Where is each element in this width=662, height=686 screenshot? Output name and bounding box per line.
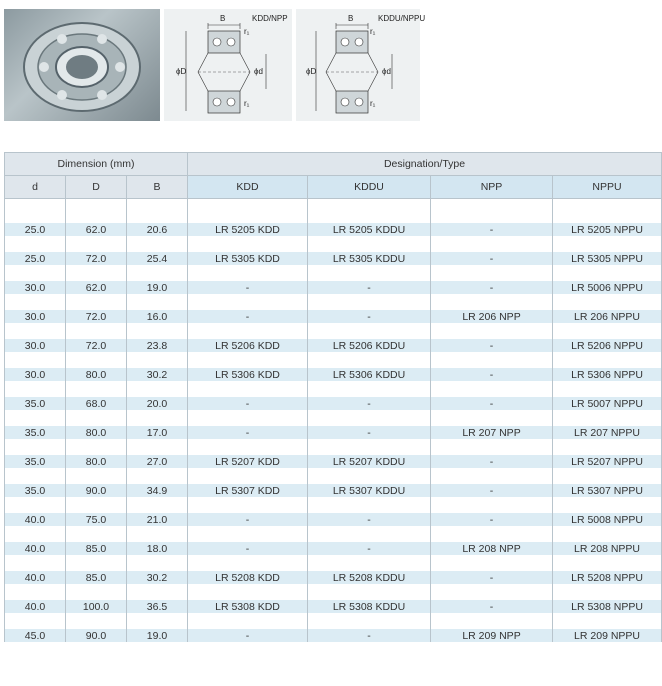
- header-images: [0, 0, 662, 124]
- table-row: [5, 223, 662, 236]
- b-label: B: [348, 14, 354, 23]
- table-cell: 85.0: [66, 571, 127, 584]
- table-cell: LR 5307 NPPU: [553, 484, 662, 497]
- table-cell: 19.0: [127, 629, 188, 642]
- table-cell: LR 206 NPP: [431, 310, 553, 323]
- table-cell: 35.0: [5, 484, 66, 497]
- table-cell: LR 5306 NPPU: [553, 368, 662, 381]
- table-cell: 35.0: [5, 397, 66, 410]
- diagram-kddu-nppu: [296, 9, 426, 121]
- table-row: [5, 484, 662, 497]
- table-cell: 30.2: [127, 571, 188, 584]
- table-cell: 30.2: [127, 368, 188, 381]
- table-cell: -: [188, 397, 308, 410]
- table-cell: 35.0: [5, 426, 66, 439]
- table-cell: 35.0: [5, 455, 66, 468]
- table-cell: LR 5206 KDDU: [308, 339, 431, 352]
- table-row: [5, 252, 662, 265]
- table-cell: 27.0: [127, 455, 188, 468]
- table-cell: LR 5206 NPPU: [553, 339, 662, 352]
- table-cell: 62.0: [66, 223, 127, 236]
- table-cell: -: [308, 513, 431, 526]
- bearing-section-drawing: [164, 9, 292, 121]
- column-header: d: [5, 176, 66, 199]
- table-cell: 34.9: [127, 484, 188, 497]
- table-cell: 40.0: [5, 513, 66, 526]
- table-row: [5, 339, 662, 352]
- table-cell: LR 206 NPPU: [553, 310, 662, 323]
- table-cell: -: [188, 281, 308, 294]
- column-header: KDD: [188, 176, 308, 199]
- table-cell: 90.0: [66, 484, 127, 497]
- table-cell: -: [431, 281, 553, 294]
- table-cell: LR 5306 KDDU: [308, 368, 431, 381]
- table-body: [5, 199, 662, 643]
- table-cell: 17.0: [127, 426, 188, 439]
- table-row: [5, 571, 662, 584]
- table-cell: LR 5307 KDDU: [308, 484, 431, 497]
- type-label: KDD/NPP: [252, 14, 288, 23]
- table-row: [5, 455, 662, 468]
- table-cell: 25.4: [127, 252, 188, 265]
- table-cell: 80.0: [66, 455, 127, 468]
- bearing-photo: [4, 9, 160, 121]
- designation-header: Designation/Type: [188, 153, 662, 176]
- table-cell: LR 5305 KDD: [188, 252, 308, 265]
- table-cell: -: [308, 629, 431, 642]
- table-cell: -: [308, 542, 431, 555]
- r-label-bottom: r₁: [244, 99, 250, 108]
- table-row: [5, 629, 662, 642]
- table-cell: -: [188, 310, 308, 323]
- column-header: KDDU: [308, 176, 431, 199]
- table-cell: -: [431, 513, 553, 526]
- outer-diameter-label: ϕD: [306, 67, 317, 76]
- r-label-bottom: r₁: [370, 99, 376, 108]
- table-cell: 40.0: [5, 571, 66, 584]
- table-cell: -: [308, 397, 431, 410]
- r-label-top: r₁: [370, 27, 376, 36]
- table-row: [5, 513, 662, 526]
- table-cell: LR 5305 NPPU: [553, 252, 662, 265]
- table-cell: 23.8: [127, 339, 188, 352]
- table-cell: LR 207 NPPU: [553, 426, 662, 439]
- table-row: [5, 600, 662, 613]
- table-cell: LR 5006 NPPU: [553, 281, 662, 294]
- table-cell: -: [188, 426, 308, 439]
- table-cell: 30.0: [5, 310, 66, 323]
- table-cell: -: [431, 368, 553, 381]
- table-cell: LR 208 NPPU: [553, 542, 662, 555]
- diagram-kdd-npp: [164, 9, 292, 121]
- table-cell: 25.0: [5, 223, 66, 236]
- table-row: [5, 397, 662, 410]
- table-cell: 100.0: [66, 600, 127, 613]
- table-cell: LR 209 NPP: [431, 629, 553, 642]
- table-cell: -: [431, 455, 553, 468]
- table-cell: 80.0: [66, 368, 127, 381]
- table-cell: 72.0: [66, 339, 127, 352]
- table-cell: 18.0: [127, 542, 188, 555]
- table-cell: 68.0: [66, 397, 127, 410]
- table-cell: -: [431, 397, 553, 410]
- table-row: [5, 368, 662, 381]
- table-cell: 21.0: [127, 513, 188, 526]
- table-cell: LR 5307 KDD: [188, 484, 308, 497]
- table-row: [5, 426, 662, 439]
- table-cell: 20.6: [127, 223, 188, 236]
- table-cell: 40.0: [5, 600, 66, 613]
- table-cell: 85.0: [66, 542, 127, 555]
- table-cell: LR 5208 KDD: [188, 571, 308, 584]
- table-cell: 80.0: [66, 426, 127, 439]
- table-cell: 19.0: [127, 281, 188, 294]
- table-cell: LR 5007 NPPU: [553, 397, 662, 410]
- table-cell: -: [308, 426, 431, 439]
- table-cell: LR 5306 KDD: [188, 368, 308, 381]
- column-header: NPP: [431, 176, 553, 199]
- column-header: B: [127, 176, 188, 199]
- table-row: [5, 310, 662, 323]
- table-cell: 30.0: [5, 339, 66, 352]
- table-cell: LR 5207 KDDU: [308, 455, 431, 468]
- table-row: [5, 542, 662, 555]
- table-cell: LR 207 NPP: [431, 426, 553, 439]
- table-cell: 90.0: [66, 629, 127, 642]
- table-cell: -: [431, 252, 553, 265]
- b-label: B: [220, 14, 226, 23]
- table-cell: -: [431, 484, 553, 497]
- table-row: [5, 281, 662, 294]
- table-cell: LR 5205 KDDU: [308, 223, 431, 236]
- table-cell: LR 209 NPPU: [553, 629, 662, 642]
- table-cell: -: [308, 310, 431, 323]
- table-cell: 30.0: [5, 281, 66, 294]
- table-cell: 16.0: [127, 310, 188, 323]
- table-cell: 75.0: [66, 513, 127, 526]
- table-cell: -: [431, 571, 553, 584]
- table-cell: LR 5207 KDD: [188, 455, 308, 468]
- table-cell: LR 208 NPP: [431, 542, 553, 555]
- bearing-section-drawing: [296, 9, 420, 121]
- type-label: KDDU/NPPU: [378, 14, 426, 23]
- table-cell: LR 5208 KDDU: [308, 571, 431, 584]
- table-cell: -: [188, 629, 308, 642]
- table-cell: LR 5205 KDD: [188, 223, 308, 236]
- table-cell: 62.0: [66, 281, 127, 294]
- table-cell: LR 5205 NPPU: [553, 223, 662, 236]
- table-cell: LR 5308 KDD: [188, 600, 308, 613]
- bearing-table: [4, 152, 662, 642]
- column-header: NPPU: [553, 176, 662, 199]
- table-cell: LR 5207 NPPU: [553, 455, 662, 468]
- table-cell: LR 5206 KDD: [188, 339, 308, 352]
- table-cell: -: [188, 513, 308, 526]
- table-cell: LR 5308 NPPU: [553, 600, 662, 613]
- table-cell: 40.0: [5, 542, 66, 555]
- r-label-top: r₁: [244, 27, 250, 36]
- dimension-header: Dimension (mm): [5, 153, 188, 176]
- table-cell: 30.0: [5, 368, 66, 381]
- table-cell: -: [188, 542, 308, 555]
- table-cell: LR 5305 KDDU: [308, 252, 431, 265]
- table-cell: -: [308, 281, 431, 294]
- table-cell: -: [431, 223, 553, 236]
- table-cell: -: [431, 339, 553, 352]
- table-cell: LR 5008 NPPU: [553, 513, 662, 526]
- inner-diameter-label: ϕd: [382, 67, 391, 76]
- table-cell: 45.0: [5, 629, 66, 642]
- table-cell: 25.0: [5, 252, 66, 265]
- inner-diameter-label: ϕd: [254, 67, 263, 76]
- table-cell: 20.0: [127, 397, 188, 410]
- table-cell: 36.5: [127, 600, 188, 613]
- table-cell: 72.0: [66, 310, 127, 323]
- table-cell: -: [431, 600, 553, 613]
- table-cell: 72.0: [66, 252, 127, 265]
- table-cell: LR 5208 NPPU: [553, 571, 662, 584]
- table-cell: LR 5308 KDDU: [308, 600, 431, 613]
- column-header: D: [66, 176, 127, 199]
- outer-diameter-label: ϕD: [176, 67, 187, 76]
